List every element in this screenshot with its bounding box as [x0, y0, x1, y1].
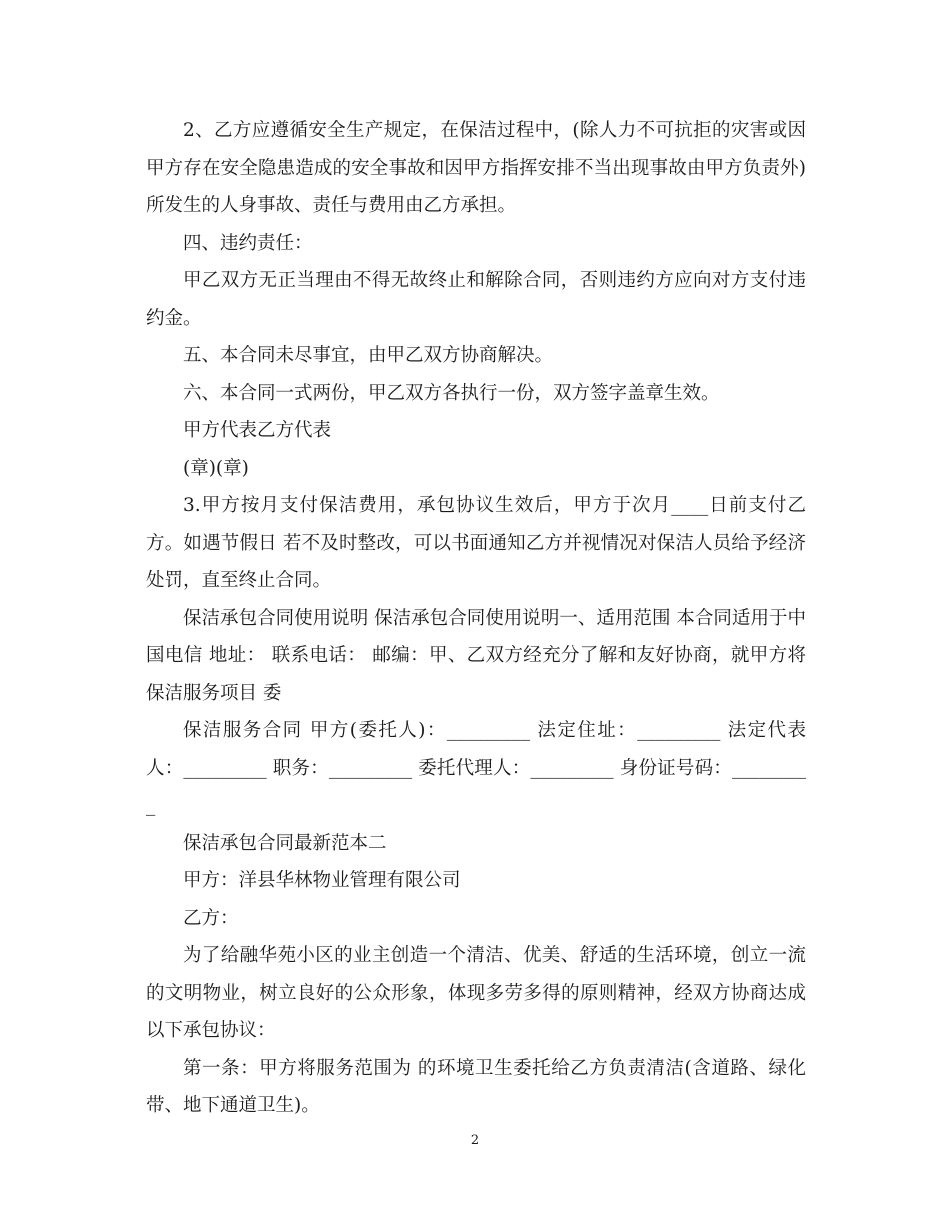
paragraph-contract-parties: 保洁服务合同 甲方(委托人)：_________ 法定住址：_________ 法定代表人：_________ 职务：_________ 委托代理人：_________ 身份证号码：_________ — [146, 720, 806, 816]
paragraph-preamble: 为了给融华苑小区的业主创造一个清洁、优美、舒适的生活环境，创立一流的文明物业，树立良好的公众形象，体现多劳多得的原则精神，经双方协商达成以下承包协议： — [146, 945, 806, 1041]
heading-breach-liability: 四、违约责任： — [183, 232, 313, 254]
paragraph-payment: 3.甲方按月支付保洁费用，承包协议生效后，甲方于次月____日前支付乙方。如遇节假日 若不及时整改，可以书面通知乙方并视情况对保洁人员给予经济处罚，直至终止合同。 — [146, 495, 806, 591]
party-a: 甲方：洋县华林物业管理有限公司 — [183, 870, 461, 891]
paragraph-article-one: 第一条：甲方将服务范围为 的环境卫生委托给乙方负责清洁(含道路、绿化带、地下通道卫生)。 — [146, 1057, 806, 1116]
document-body — [146, 112, 806, 1125]
signature-seals: (章)(章) — [183, 457, 249, 479]
paragraph-clause-six: 六、本合同一式两份，甲乙双方各执行一份，双方签字盖章生效。 — [183, 382, 720, 404]
page-number: 2 — [470, 1133, 480, 1148]
paragraph-clause-five: 五、本合同未尽事宜，由甲乙双方协商解决。 — [183, 345, 554, 366]
party-b: 乙方： — [183, 907, 239, 929]
signature-representatives: 甲方代表乙方代表 — [183, 420, 332, 441]
section-title-template-two: 保洁承包合同最新范本二 — [183, 832, 387, 854]
paragraph-breach: 甲乙双方无正当理由不得无故终止和解除合同，否则违约方应向对方支付违约金。 — [146, 270, 806, 329]
paragraph-usage-notes: 保洁承包合同使用说明 保洁承包合同使用说明一、适用范围 本合同适用于中国电信 地址： 联系电话： 邮编：甲、乙双方经充分了解和友好协商，就甲方将保洁服务项目 委 — [146, 607, 806, 704]
paragraph-safety: 2、乙方应遵循安全生产规定，在保洁过程中，(除人力不可抗拒的灾害或因甲方存在安全隐患造成的安全事故和因甲方指挥安排不当出现事故由甲方负责外)所发生的人身事故、责任与费用由乙方承担。 — [146, 120, 806, 216]
